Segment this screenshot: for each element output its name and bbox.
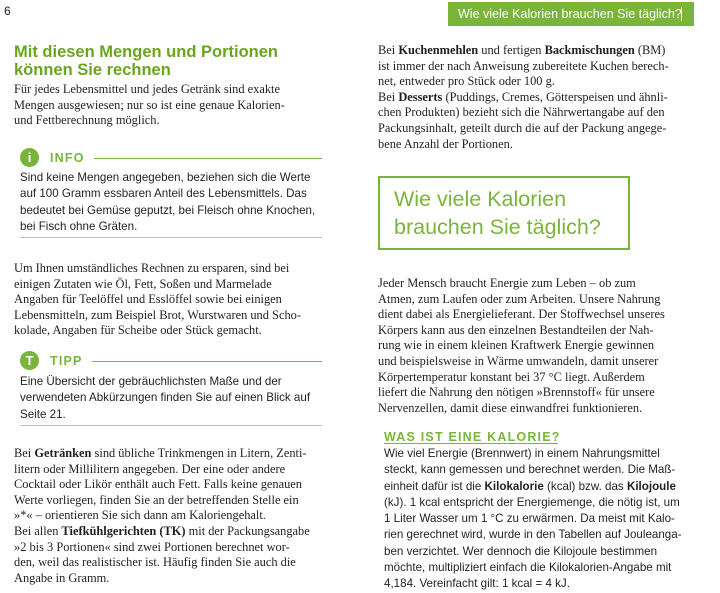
drinks-line: Angabe in Gramm. xyxy=(14,570,110,585)
intro-line: Für jedes Lebensmittel und jedes Getränk sind exakte xyxy=(14,82,280,96)
tip-box-label: TIPP xyxy=(50,354,83,368)
section-heading-line2: können Sie rechnen xyxy=(14,61,171,79)
tip-icon: T xyxy=(20,351,39,370)
kalorie-box-top-rule xyxy=(384,443,558,444)
portion-line: Um Ihnen umständliches Rechnen zu ersparen, sind bei xyxy=(14,261,290,275)
calorie-title-box xyxy=(378,176,630,250)
kalorie-line: steckt, kann gemessen und berechnet werden. Die Maß- xyxy=(384,463,676,477)
kalorie-line: Wie viel Energie (Brennwert) in einem Nahrungsmittel xyxy=(384,447,660,460)
drinks-line: Werte vorliegen, finden Sie an der betreffenden Stelle ein xyxy=(14,492,299,507)
info-line: auf 100 Gramm essbaren Anteil des Lebensmittels. Das xyxy=(20,187,307,201)
calorie-title-line2: brauchen Sie täglich? xyxy=(394,215,601,239)
section-heading xyxy=(14,43,354,79)
kalorie-line: 4,184. Vereinfacht gilt: 1 kcal = 4 kJ. xyxy=(384,577,570,591)
baking-line: bene Anzahl der Portionen. xyxy=(378,136,513,151)
left-page-number: 6 xyxy=(4,4,11,18)
section-heading-line1: Mit diesen Mengen und Portionen xyxy=(14,43,278,61)
kalorie-box-label: WAS IST EINE KALORIE? xyxy=(384,430,561,444)
info-line: bedeutet bei Gemüse geputzt, bei Fleisch ohne Knochen, xyxy=(20,203,316,217)
kalorie-line: möchte, multipliziert einfach die Kilokalorien-Angabe mit xyxy=(384,561,672,575)
intro-line: Mengen ausgewiesen; nur so ist eine genaue Kalorien- xyxy=(14,97,285,112)
drinks-line: »*« – orientieren Sie sich dann am Kaloriengehalt. xyxy=(14,508,266,523)
baking-line: net, entweder pro Stück oder 100 g. xyxy=(378,74,555,89)
energy-line: Atmen, zum Laufen oder zum Arbeiten. Unsere Nahrung xyxy=(378,291,661,306)
tip-line: verwendeten Abkürzungen finden Sie auf einen Blick auf xyxy=(20,391,311,405)
running-header xyxy=(448,2,701,26)
baking-line: ist immer der nach Anweisung zubereitete Kuchen berech- xyxy=(378,58,669,73)
energy-line: und beispielsweise in Wärme umwandeln, damit unserer xyxy=(378,353,659,368)
energy-line: Nervenzellen, damit diese einwandfrei funktionieren. xyxy=(378,400,643,415)
tip-line: Seite 21. xyxy=(20,407,66,421)
kalorie-line: 1 Liter Wasser um 1 °C zu erwärmen. Da meist mit Kalo- xyxy=(384,512,675,526)
energy-line: Jeder Mensch braucht Energie zum Leben – ob zum xyxy=(378,276,636,290)
portion-line: Angaben für Teelöffel und Esslöffel sowie bei einigen xyxy=(14,292,282,307)
kalorie-line: ben verzichtet. Wer dennoch die Kilojoule bestimmen xyxy=(384,544,658,558)
energy-line: dient dabei als Energielieferant. Der Stoffwechsel unseres xyxy=(378,307,665,322)
tip-box-bottom-rule xyxy=(20,425,322,426)
info-box-label: INFO xyxy=(50,151,85,165)
energy-line: Körpertemperatur konstant bei 37 °C liegt. Außerdem xyxy=(378,369,645,384)
drinks-line: »2 bis 3 Portionen« sind zwei Portionen berechnet wor- xyxy=(14,539,290,554)
baking-line: chen Produkten) bezieht sich die Nährwertangabe auf den xyxy=(378,105,665,120)
energy-paragraph xyxy=(378,276,718,416)
drinks-line: den, weil das realistischer ist. Häufig finden Sie auch die xyxy=(14,555,296,570)
tip-box-header xyxy=(20,351,322,372)
drinks-line: litern oder Millilitern angegeben. Der eine oder andere xyxy=(14,461,286,476)
portion-line: Lebensmitteln, zum Beispiel Brot, Wurstwaren und Scho- xyxy=(14,307,301,322)
baking-paragraph xyxy=(378,43,718,152)
drinks-line: Bei Getränken sind übliche Trinkmengen in Litern, Zenti- xyxy=(14,446,307,460)
drinks-line: Cocktail oder Likör enthält auch Fett. Falls keine genauen xyxy=(14,477,302,492)
kalorie-line: rien gerechnet wird, wurde in den Tabellen auf Jouleanga- xyxy=(384,528,682,542)
tip-box-top-rule xyxy=(92,361,322,362)
energy-line: rung wie in einem kleinen Kraftwerk Energie gewinnen xyxy=(378,338,655,353)
intro-line: und Fettberechnung möglich. xyxy=(14,113,160,128)
info-icon: i xyxy=(20,148,39,167)
energy-line: Körpers kann aus den einzelnen Bestandteilen der Nah- xyxy=(378,322,654,337)
info-box-header xyxy=(20,148,322,169)
baking-line: Packungsinhalt, geteilt durch die auf der Packung angege- xyxy=(378,120,667,135)
portion-paragraph xyxy=(14,261,354,339)
info-line: Sind keine Mengen angegeben, beziehen sich die Werte xyxy=(20,171,311,184)
kalorie-line: einheit dafür ist die Kilokalorie (kcal) bzw. das Kilojoule xyxy=(384,479,676,493)
right-page-number: 7 xyxy=(694,7,701,21)
tip-box-text xyxy=(20,374,330,423)
calorie-title-line1: Wie viele Kalorien xyxy=(394,187,567,211)
intro-paragraph xyxy=(14,82,354,129)
tip-line: Eine Übersicht der gebräuchlichsten Maße und der xyxy=(20,375,282,388)
baking-line: Bei Desserts (Puddings, Cremes, Götterspeisen und ähnli- xyxy=(378,89,668,104)
running-header-text: Wie viele Kalorien brauchen Sie täglich? xyxy=(458,7,682,21)
baking-line: Bei Kuchenmehlen und fertigen Backmischungen (BM) xyxy=(378,43,666,57)
info-line: bei Fisch ohne Gräten. xyxy=(20,219,138,233)
energy-line: liefert die Nahrung den nötigen »Brennstoff« für unsere xyxy=(378,385,655,400)
kalorie-box-text xyxy=(384,446,720,593)
portion-line: einigen Zutaten wie Öl, Fett, Soßen und Marmelade xyxy=(14,276,272,291)
drinks-paragraph xyxy=(14,446,356,586)
info-box-text xyxy=(20,170,330,235)
running-header-divider xyxy=(681,7,682,21)
portion-line: kolade, Angaben für Scheibe oder Stück gemacht. xyxy=(14,323,262,338)
drinks-line: Bei allen Tiefkühlgerichten (TK) mit der Packungsangabe xyxy=(14,523,310,538)
info-box-bottom-rule xyxy=(20,237,322,238)
info-box-top-rule xyxy=(94,158,322,159)
kalorie-line: (kJ). 1 kcal entspricht der Energiemenge, die nötig ist, um xyxy=(384,495,680,509)
